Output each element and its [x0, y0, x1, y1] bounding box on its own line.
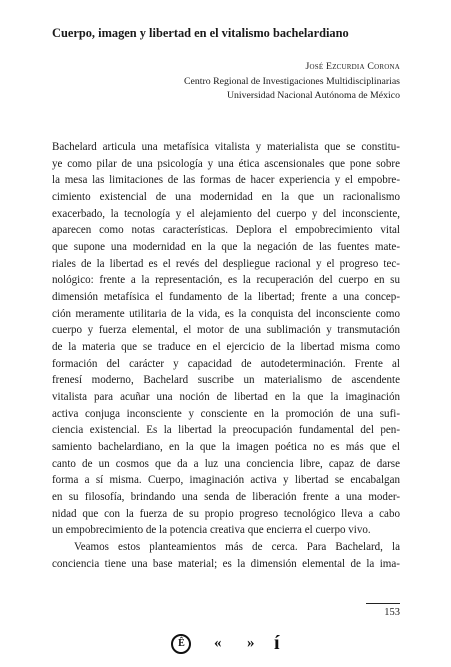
text-line: de la materia que se traduce en el ejercicio de la libertad misma como [52, 341, 400, 354]
text-line: canto de un cosmos que da a luz una conciencia libre, capaz de darse [52, 457, 400, 470]
text-line: formación del carácter y capacidad de autodeterminación. Frente al [52, 357, 400, 370]
prev-arrow-icon: « [213, 635, 219, 652]
text-line: ye como pilar de una psicología y una ética ascensionales que pone sobre [52, 157, 400, 170]
body-paragraphs [52, 139, 400, 572]
text-line: nológico: frente a la representación, es la recuperación del cuerpo en su [52, 274, 400, 287]
text-line: exacerbado, la tecnología y el alejamiento del cuerpo y del inconsciente, [52, 207, 400, 220]
text-line: la mesa las limitaciones de las formas de hacer experiencia y el empobre- [52, 174, 400, 187]
publisher-logo-icon[interactable]: Ê [171, 634, 191, 654]
text-line: frenesí moderno, Bachelard suscribe un materialismo de ascendente [52, 374, 400, 387]
page-number-rule [366, 603, 400, 604]
text-line: ción meramente utilitaria de la vida, es la conquista del inconsciente como [52, 307, 400, 320]
chapter-title: Cuerpo, imagen y libertad en el vitalismo bachelardiano [52, 26, 349, 40]
previous-page-button[interactable] [208, 635, 225, 652]
text-line: en su filosofía, brindando una senda de liberación frente a una moder- [52, 491, 400, 504]
text-line: un empobrecimiento de la potencia creativa que encierra el cuerpo vivo. [52, 524, 371, 537]
text-line: samiento bachelardiano, en la que la imagen poética no es más que el [52, 441, 400, 454]
index-button[interactable]: í [273, 632, 280, 655]
text-line: cimiento existencial de una modernidad en la que un racionalismo [52, 191, 400, 204]
author-name: José Ezcurdia Corona [305, 61, 400, 72]
page-number: 153 [384, 607, 400, 618]
text-line: que supone una modernidad en la que la negación de las fuentes mate- [52, 241, 400, 254]
text-line: dimensión metafísica el fundamento de la libertad; frente a una concep- [52, 291, 400, 304]
text-line: Veamos estos planteamientos más de cerca. Para Bachelard, la [74, 541, 400, 554]
next-page-button[interactable] [241, 635, 258, 652]
text-line: vitalista para acuñar una noción de libertad en la que la imaginación [52, 391, 400, 404]
page-navigation [0, 632, 451, 655]
affiliation-university: Universidad Nacional Autónoma de México [226, 90, 400, 102]
text-line: Bachelard articula una metafísica vitalista y materialista que se constitu- [52, 141, 400, 153]
text-line: conciencia tiene una base material; es la dimensión elemental de la ima- [52, 557, 400, 570]
text-line: activa conjuga inconsciente y consciente en la promoción de una sufi- [52, 407, 400, 420]
affiliation-center: Centro Regional de Investigaciones Multidisciplinarias [183, 75, 400, 87]
author-block [184, 60, 400, 104]
text-line: aparecen como notas características. Deplora el empobrecimiento vital [52, 224, 400, 237]
next-arrow-icon: » [246, 635, 252, 652]
text-line: cuerpo y fuerza elemental, el motor de una sublimación y transmutación [52, 324, 400, 337]
text-line: ciencia existencial. Es la libertad la preocupación fundamental del pen- [52, 424, 400, 437]
text-line: riales de la libertad es el revés del despliegue racional y el progreso tec- [52, 257, 400, 270]
text-line: nidad que con la fuerza de su propio progreso tecnológico lleva a cabo [52, 507, 400, 520]
text-line: forma a sí misma. Cuerpo, imaginación activa y libertad se encabalgan [52, 474, 400, 487]
